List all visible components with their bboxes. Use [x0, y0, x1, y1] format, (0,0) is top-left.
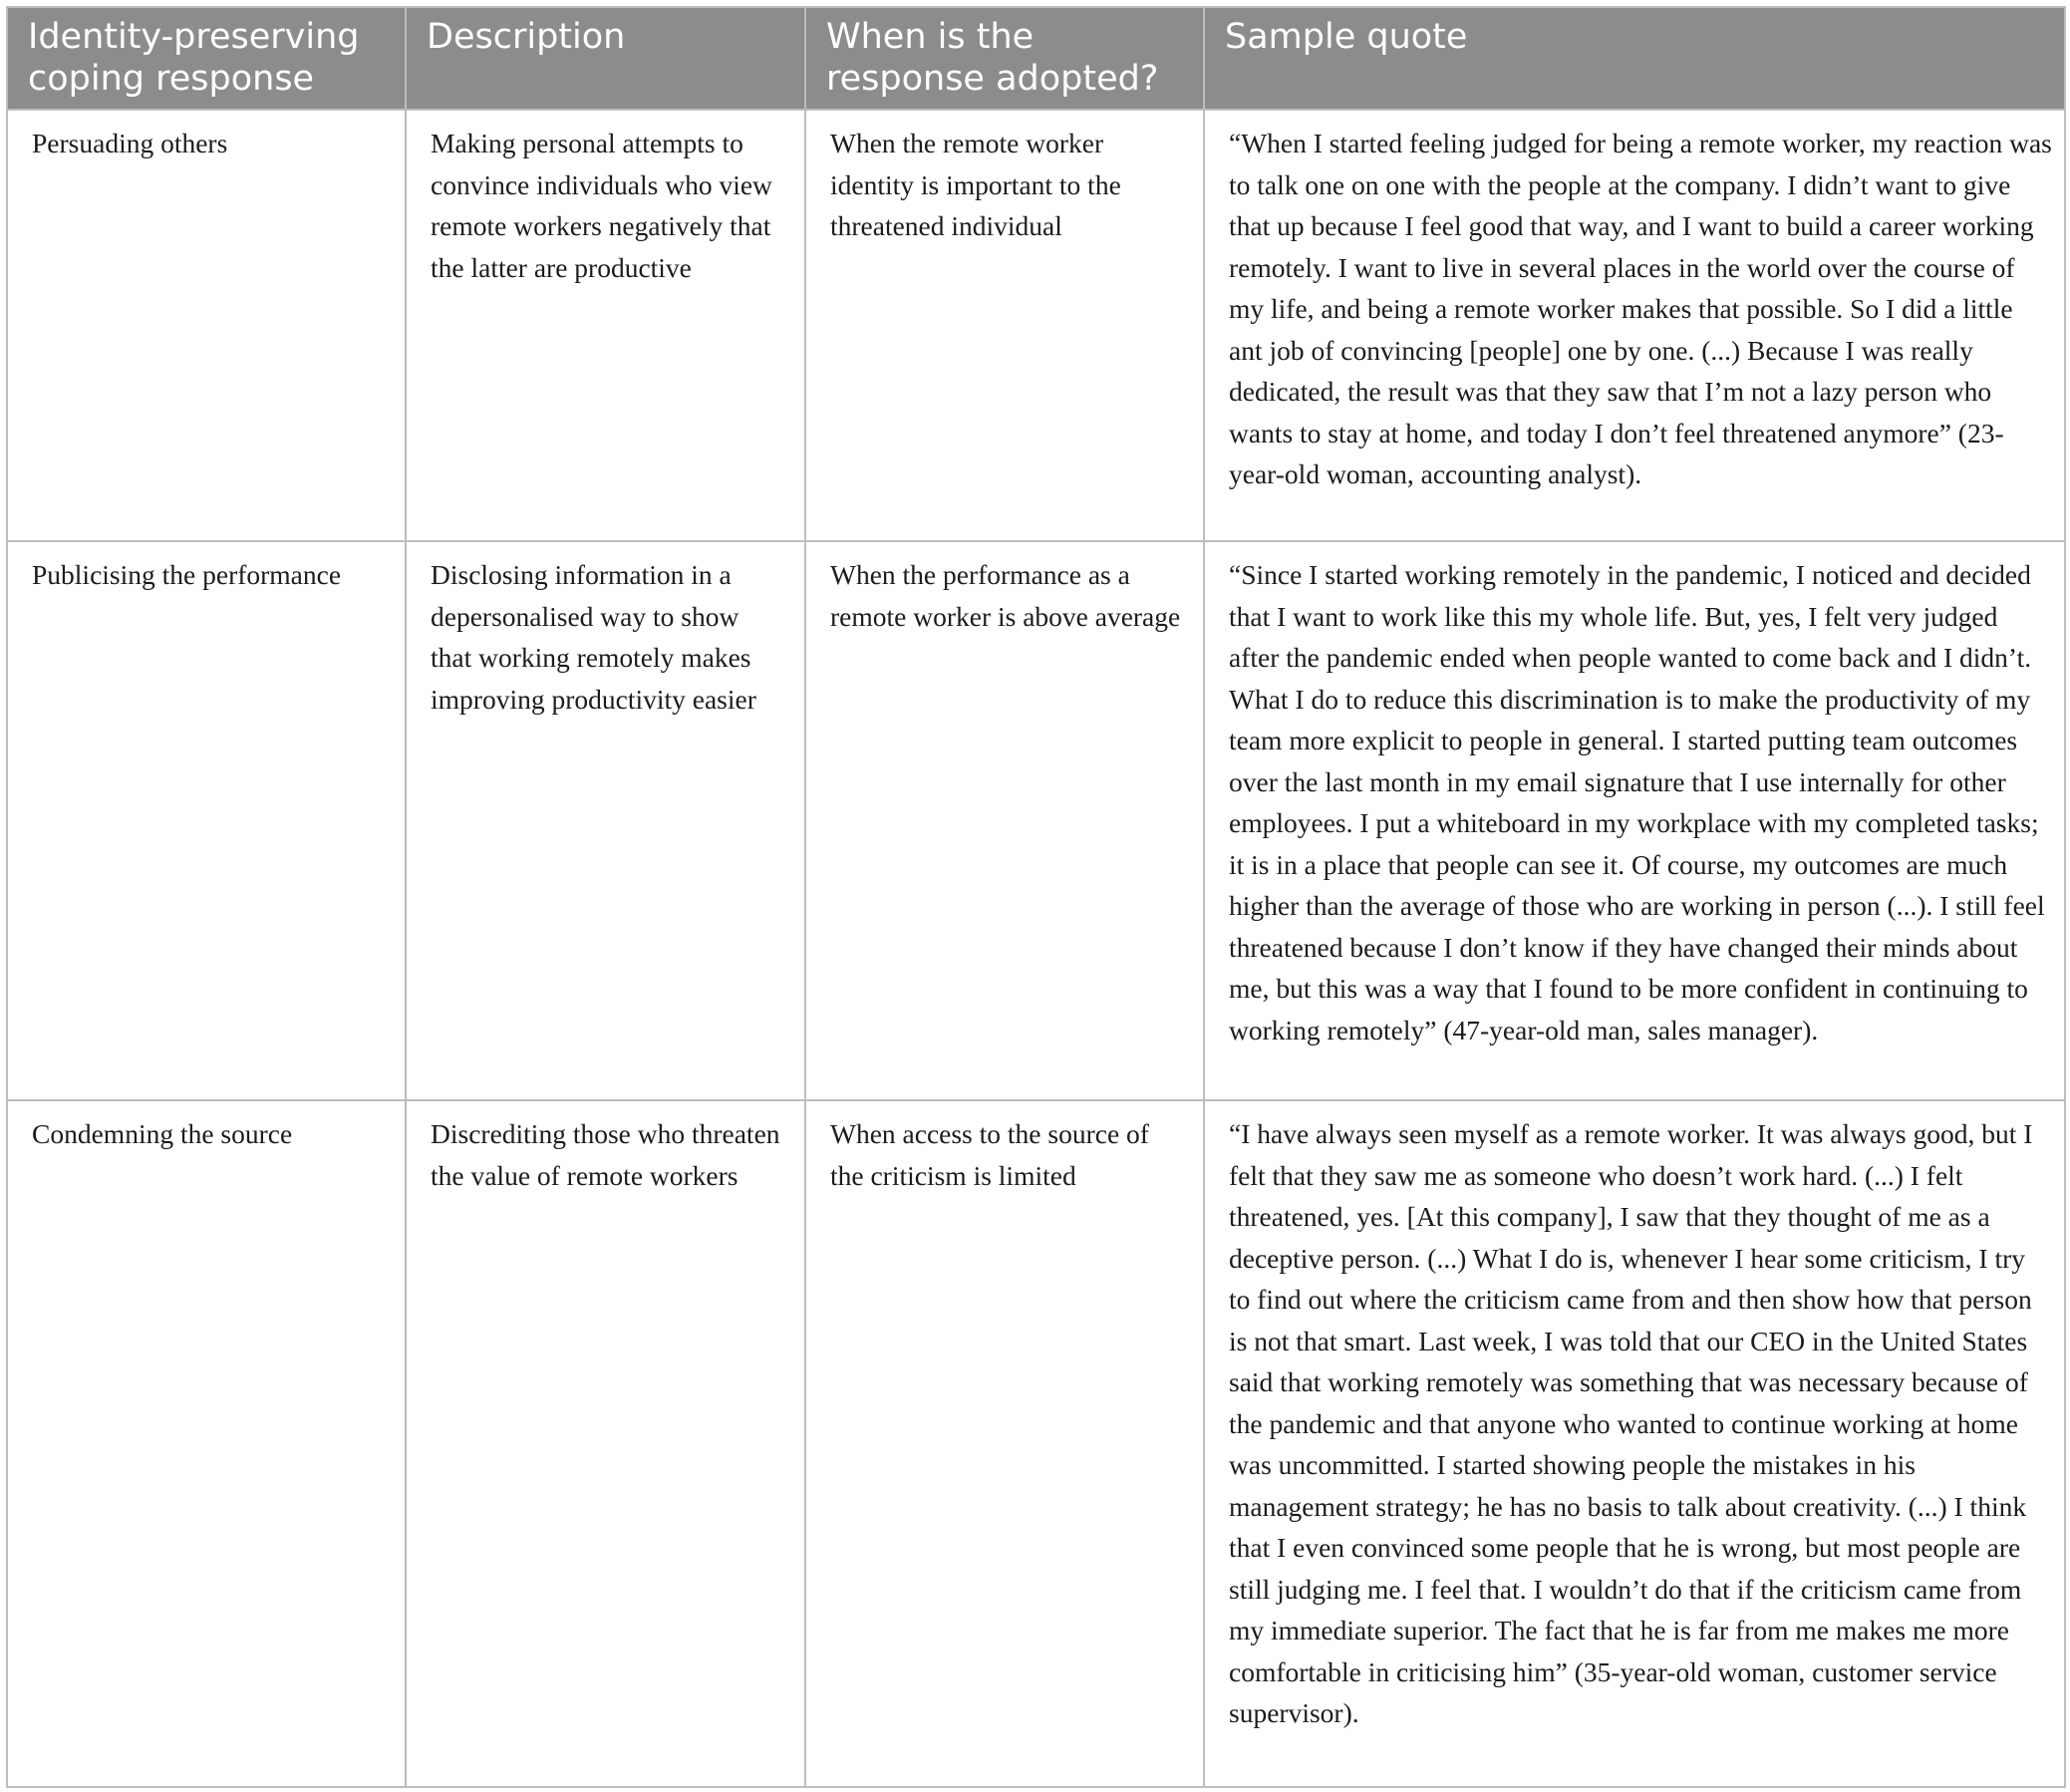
- cell-response: Persuading others: [7, 110, 406, 541]
- header-description: Description: [406, 7, 805, 110]
- cell-response: Publicising the performance: [7, 541, 406, 1100]
- table-row: [7, 1100, 2065, 1787]
- cell-when: When the remote worker identity is important to the threatened individual: [805, 110, 1204, 541]
- header-when-adopted: When is the response adopted?: [805, 7, 1204, 110]
- cell-response: Condemning the source: [7, 1100, 406, 1787]
- cell-when: When the performance as a remote worker is above average: [805, 541, 1204, 1100]
- cell-quote: “I have always seen myself as a remote worker. It was always good, but I felt that they saw me as someone who doesn’t work hard. (...) I felt threatened, yes. [At this company], I saw that they thought of me as a deceptive person. (...) What I do is, whenever I hear some criticism, I try to find out where the criticism came from and then show how that person is not that smart. Last week, I was told that our CEO in the United States said that working remotely was something that was necessary because of the pandemic and that anyone who wanted to continue working at home was uncommitted. I started showing people the mistakes in his management strategy; he has no basis to talk about creativity. (...) I think that I even convinced some people that he is wrong, but most people are still judging me. I feel that. I wouldn’t do that if the criticism came from my immediate superior. The fact that he is far from me makes me more comfortable in criticising him” (35-year-old woman, customer service supervisor).: [1204, 1100, 2065, 1787]
- header-coping-response: Identity-preserving coping response: [7, 7, 406, 110]
- cell-when: When access to the source of the criticism is limited: [805, 1100, 1204, 1787]
- table-row: [7, 541, 2065, 1100]
- cell-description: Disclosing information in a depersonalised way to show that working remotely makes improving productivity easier: [406, 541, 805, 1100]
- header-sample-quote: Sample quote: [1204, 7, 2065, 110]
- cell-description: Discrediting those who threaten the value of remote workers: [406, 1100, 805, 1787]
- table-row: [7, 110, 2065, 541]
- coping-responses-table: [6, 6, 2066, 1788]
- cell-description: Making personal attempts to convince individuals who view remote workers negatively that the latter are productive: [406, 110, 805, 541]
- cell-quote: “Since I started working remotely in the pandemic, I noticed and decided that I want to work like this my whole life. But, yes, I felt very judged after the pandemic ended when people wanted to come back and I didn’t. What I do to reduce this discrimination is to make the productivity of my team more explicit to people in general. I started putting team outcomes over the last month in my email signature that I use internally for other employees. I put a whiteboard in my workplace with my completed tasks; it is in a place that people can see it. Of course, my outcomes are much higher than the average of those who are working in person (...). I still feel threatened because I don’t know if they have changed their minds about me, but this was a way that I found to be more confident in continuing to working remotely” (47-year-old man, sales manager).: [1204, 541, 2065, 1100]
- cell-quote: “When I started feeling judged for being a remote worker, my reaction was to talk one on one with the people at the company. I didn’t want to give that up because I feel good that way, and I want to build a career working remotely. I want to live in several places in the world over the course of my life, and being a remote worker makes that possible. So I did a little ant job of convincing [people] one by one. (...) Because I was really dedicated, the result was that they saw that I’m not a lazy person who wants to stay at home, and today I don’t feel threatened anymore” (23-year-old woman, accounting analyst).: [1204, 110, 2065, 541]
- table-header-row: [7, 7, 2065, 110]
